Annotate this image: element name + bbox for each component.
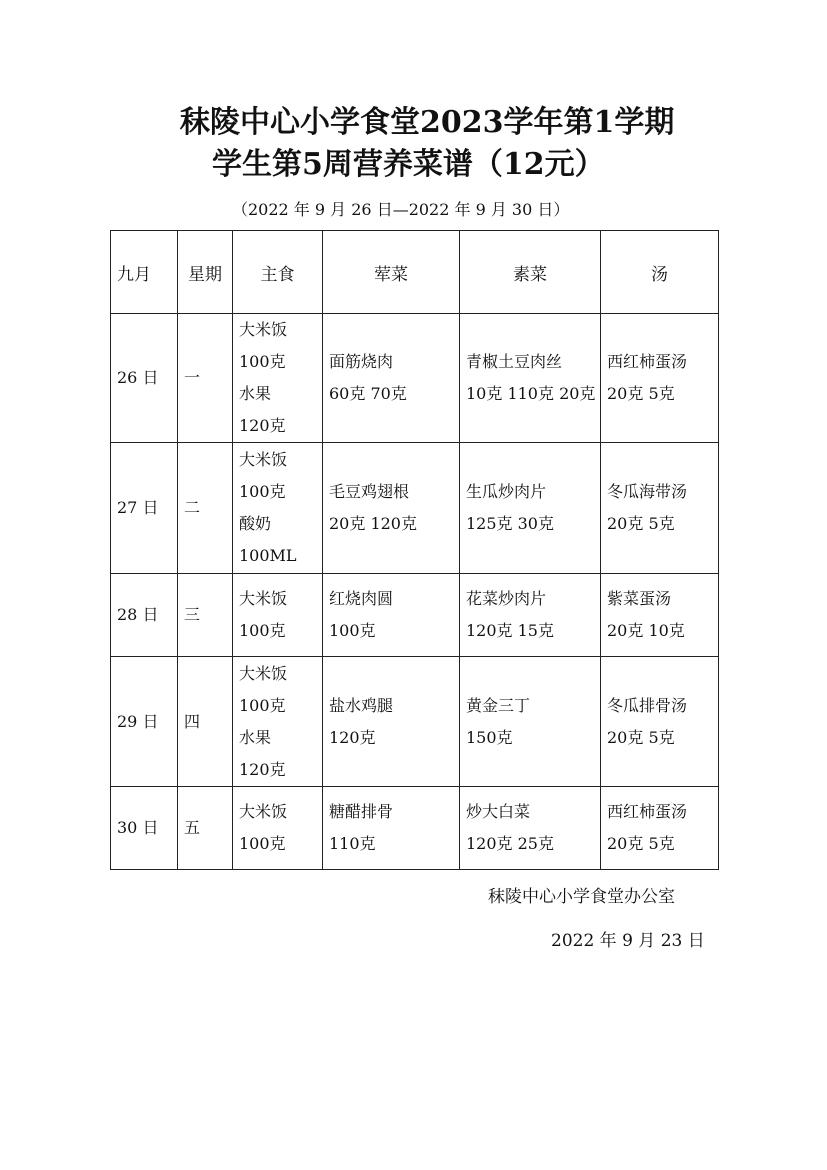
cell-text: 27 日 <box>117 498 159 517</box>
cell-text: 28 日 <box>117 605 159 624</box>
table-row <box>111 574 719 657</box>
cell-text: 一 <box>184 368 201 387</box>
soup-cell <box>601 657 719 787</box>
cell-text: 酸奶 <box>239 514 272 533</box>
cell-text: 60克 70克 <box>329 384 407 403</box>
soup-cell <box>601 787 719 870</box>
footer-date: 2022 年 9 月 23 日 <box>551 931 705 951</box>
date-cell <box>111 787 178 870</box>
date-cell <box>111 574 178 657</box>
cell-text: 100克 <box>239 695 286 715</box>
cell-text: 炒大白菜 <box>466 802 531 821</box>
cell-text: 二 <box>184 498 201 517</box>
document-title-line-1: 秣陵中心小学食堂2023学年第1学期 <box>180 105 675 140</box>
cell-text: 青椒土豆肉丝 <box>466 352 563 371</box>
cell-text: 20克 5克 <box>607 514 675 533</box>
soup-cell <box>601 314 719 443</box>
cell-text: 120克 <box>239 759 286 779</box>
cell-text: 20克 5克 <box>607 384 675 403</box>
cell-text: 面筋烧肉 <box>329 352 394 371</box>
cell-text: 盐水鸡腿 <box>329 695 394 715</box>
cell-text: 100ML <box>239 546 297 565</box>
cell-text: 水果 <box>239 384 272 403</box>
header-weekday: 星期 <box>178 231 233 314</box>
weekday-cell <box>178 314 233 443</box>
cell-text: 120克 <box>329 727 376 747</box>
meat-cell <box>323 443 460 574</box>
cell-text: 水果 <box>239 727 272 747</box>
cell-text: 糖醋排骨 <box>329 802 394 821</box>
cell-text: 大米饭 <box>239 450 288 469</box>
table-row <box>111 443 719 574</box>
cell-text: 冬瓜海带汤 <box>607 482 688 501</box>
cell-text: 29 日 <box>117 711 159 731</box>
weekday-cell <box>178 787 233 870</box>
veg-cell <box>460 443 601 574</box>
cell-text: 30 日 <box>117 818 159 837</box>
staple-cell <box>233 574 323 657</box>
header-soup: 汤 <box>601 231 719 314</box>
staple-cell <box>233 443 323 574</box>
date-cell <box>111 657 178 787</box>
cell-text: 20克 120克 <box>329 514 417 533</box>
veg-cell <box>460 314 601 443</box>
footer-office: 秣陵中心小学食堂办公室 <box>488 887 675 907</box>
cell-text: 大米饭 <box>239 589 288 608</box>
cell-text: 120克 <box>239 416 286 435</box>
cell-text: 100克 <box>239 621 286 640</box>
header-veg: 素菜 <box>460 231 601 314</box>
staple-cell <box>233 787 323 870</box>
cell-text: 120克 25克 <box>466 834 554 853</box>
header-staple: 主食 <box>233 231 323 314</box>
veg-cell <box>460 657 601 787</box>
cell-text: 150克 <box>466 727 513 747</box>
cell-text: 西红柿蛋汤 <box>607 802 688 821</box>
date-range: （2022 年 9 月 26 日—2022 年 9 月 30 日） <box>232 200 570 219</box>
weekday-cell <box>178 657 233 787</box>
cell-text: 120克 15克 <box>466 621 554 640</box>
cell-text: 毛豆鸡翅根 <box>329 482 410 501</box>
weekday-cell <box>178 574 233 657</box>
cell-text: 花菜炒肉片 <box>466 589 547 608</box>
table-row <box>111 657 719 787</box>
cell-text: 紫菜蛋汤 <box>607 589 672 608</box>
meat-cell <box>323 657 460 787</box>
meat-cell <box>323 787 460 870</box>
cell-text: 100克 <box>239 482 286 501</box>
cell-text: 20克 10克 <box>607 621 685 640</box>
table-header-row <box>111 231 719 314</box>
staple-cell <box>233 314 323 443</box>
staple-cell <box>233 657 323 787</box>
cell-text: 冬瓜排骨汤 <box>607 695 688 715</box>
table-row <box>111 787 719 870</box>
cell-text: 五 <box>184 818 201 837</box>
meat-cell <box>323 314 460 443</box>
cell-text: 20克 5克 <box>607 834 675 853</box>
veg-cell <box>460 787 601 870</box>
cell-text: 26 日 <box>117 368 159 387</box>
cell-text: 黄金三丁 <box>466 695 531 715</box>
soup-cell <box>601 443 719 574</box>
cell-text: 100克 <box>239 352 286 371</box>
meat-cell <box>323 574 460 657</box>
cell-text: 100克 <box>329 621 376 640</box>
cell-text: 西红柿蛋汤 <box>607 352 688 371</box>
cell-text: 110克 <box>329 834 376 853</box>
menu-table <box>110 230 719 870</box>
date-cell <box>111 443 178 574</box>
cell-text: 大米饭 <box>239 320 288 339</box>
cell-text: 大米饭 <box>239 802 288 821</box>
cell-text: 三 <box>184 605 201 624</box>
soup-cell <box>601 574 719 657</box>
cell-text: 10克 110克 20克 <box>466 384 596 403</box>
date-cell <box>111 314 178 443</box>
cell-text: 红烧肉圆 <box>329 589 394 608</box>
cell-text: 大米饭 <box>239 663 288 683</box>
header-meat: 荤菜 <box>323 231 460 314</box>
weekday-cell <box>178 443 233 574</box>
cell-text: 生瓜炒肉片 <box>466 482 547 501</box>
cell-text: 100克 <box>239 834 286 853</box>
cell-text: 125克 30克 <box>466 514 554 533</box>
header-month: 九月 <box>111 231 178 314</box>
document-title-line-2: 学生第5周营养菜谱（12元） <box>212 147 605 182</box>
cell-text: 四 <box>184 711 201 731</box>
veg-cell <box>460 574 601 657</box>
table-row <box>111 314 719 443</box>
cell-text: 20克 5克 <box>607 727 675 747</box>
